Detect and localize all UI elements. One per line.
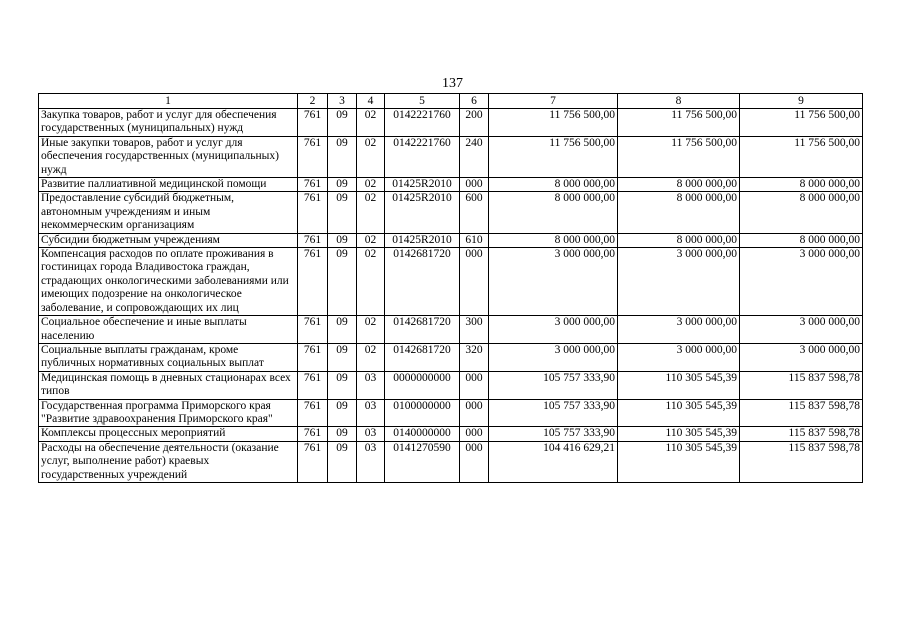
column-header: 9 <box>740 94 863 109</box>
table-row <box>39 233 863 247</box>
cell-target-article: 0141270590 <box>385 441 460 482</box>
cell-amount-1: 11 756 500,00 <box>489 109 618 137</box>
cell-section: 09 <box>328 343 357 371</box>
cell-amount-1: 11 756 500,00 <box>489 136 618 177</box>
page-number: 137 <box>442 76 463 91</box>
cell-target-article: 01425R2010 <box>385 233 460 247</box>
table-row <box>39 427 863 441</box>
cell-expense-type: 000 <box>460 399 489 427</box>
column-header: 5 <box>385 94 460 109</box>
cell-section: 09 <box>328 233 357 247</box>
cell-amount-1: 3 000 000,00 <box>489 343 618 371</box>
cell-section: 09 <box>328 109 357 137</box>
column-header: 6 <box>460 94 489 109</box>
row-name: Иные закупки товаров, работ и услуг для обеспечения государственных (муниципальных) нужд <box>39 136 298 177</box>
cell-amount-3: 3 000 000,00 <box>740 343 863 371</box>
cell-section: 09 <box>328 248 357 316</box>
cell-subsection: 03 <box>357 441 385 482</box>
row-name: Медицинская помощь в дневных стационарах всех типов <box>39 371 298 399</box>
table-row <box>39 178 863 192</box>
row-name: Социальное обеспечение и иные выплаты населению <box>39 316 298 344</box>
cell-section: 09 <box>328 441 357 482</box>
cell-ministry: 761 <box>298 427 328 441</box>
cell-amount-2: 11 756 500,00 <box>618 136 740 177</box>
cell-subsection: 02 <box>357 343 385 371</box>
cell-amount-3: 115 837 598,78 <box>740 441 863 482</box>
cell-ministry: 761 <box>298 248 328 316</box>
cell-target-article: 0142221760 <box>385 109 460 137</box>
cell-expense-type: 000 <box>460 248 489 316</box>
cell-amount-3: 8 000 000,00 <box>740 233 863 247</box>
cell-amount-1: 105 757 333,90 <box>489 399 618 427</box>
cell-amount-2: 110 305 545,39 <box>618 427 740 441</box>
table-row <box>39 441 863 482</box>
cell-ministry: 761 <box>298 109 328 137</box>
row-name: Субсидии бюджетным учреждениям <box>39 233 298 247</box>
cell-amount-3: 8 000 000,00 <box>740 192 863 233</box>
cell-ministry: 761 <box>298 441 328 482</box>
cell-section: 09 <box>328 316 357 344</box>
cell-ministry: 761 <box>298 192 328 233</box>
cell-ministry: 761 <box>298 343 328 371</box>
cell-ministry: 761 <box>298 399 328 427</box>
row-name: Государственная программа Приморского края "Развитие здравоохранения Приморского края" <box>39 399 298 427</box>
cell-target-article: 0142681720 <box>385 316 460 344</box>
table-row <box>39 109 863 137</box>
cell-amount-1: 8 000 000,00 <box>489 192 618 233</box>
cell-expense-type: 000 <box>460 371 489 399</box>
cell-target-article: 0140000000 <box>385 427 460 441</box>
cell-section: 09 <box>328 399 357 427</box>
cell-amount-2: 8 000 000,00 <box>618 178 740 192</box>
cell-expense-type: 600 <box>460 192 489 233</box>
cell-expense-type: 000 <box>460 178 489 192</box>
cell-amount-1: 105 757 333,90 <box>489 427 618 441</box>
cell-amount-1: 105 757 333,90 <box>489 371 618 399</box>
cell-amount-3: 3 000 000,00 <box>740 316 863 344</box>
cell-section: 09 <box>328 192 357 233</box>
cell-section: 09 <box>328 178 357 192</box>
cell-expense-type: 200 <box>460 109 489 137</box>
cell-expense-type: 610 <box>460 233 489 247</box>
cell-amount-2: 8 000 000,00 <box>618 233 740 247</box>
table-row <box>39 316 863 344</box>
row-name: Социальные выплаты гражданам, кроме публичных нормативных социальных выплат <box>39 343 298 371</box>
table-row <box>39 343 863 371</box>
cell-amount-3: 11 756 500,00 <box>740 109 863 137</box>
row-name: Расходы на обеспечение деятельности (оказание услуг, выполнение работ) краевых государственных учреждений <box>39 441 298 482</box>
column-header: 8 <box>618 94 740 109</box>
table-row <box>39 399 863 427</box>
cell-amount-3: 115 837 598,78 <box>740 399 863 427</box>
cell-amount-3: 115 837 598,78 <box>740 371 863 399</box>
cell-expense-type: 240 <box>460 136 489 177</box>
column-header: 1 <box>39 94 298 109</box>
cell-amount-2: 110 305 545,39 <box>618 441 740 482</box>
cell-ministry: 761 <box>298 136 328 177</box>
cell-amount-3: 11 756 500,00 <box>740 136 863 177</box>
cell-subsection: 02 <box>357 316 385 344</box>
cell-ministry: 761 <box>298 316 328 344</box>
cell-amount-1: 3 000 000,00 <box>489 248 618 316</box>
cell-subsection: 02 <box>357 109 385 137</box>
cell-expense-type: 320 <box>460 343 489 371</box>
cell-amount-3: 115 837 598,78 <box>740 427 863 441</box>
table-row <box>39 371 863 399</box>
header-row <box>39 94 863 109</box>
cell-amount-2: 3 000 000,00 <box>618 248 740 316</box>
column-header: 2 <box>298 94 328 109</box>
cell-section: 09 <box>328 427 357 441</box>
cell-target-article: 0100000000 <box>385 399 460 427</box>
cell-amount-1: 3 000 000,00 <box>489 316 618 344</box>
row-name: Предоставление субсидий бюджетным, автономным учреждениям и иным некоммерческим организациям <box>39 192 298 233</box>
cell-target-article: 0000000000 <box>385 371 460 399</box>
cell-amount-2: 110 305 545,39 <box>618 371 740 399</box>
cell-amount-1: 8 000 000,00 <box>489 233 618 247</box>
cell-amount-3: 3 000 000,00 <box>740 248 863 316</box>
cell-amount-1: 104 416 629,21 <box>489 441 618 482</box>
cell-ministry: 761 <box>298 178 328 192</box>
cell-amount-3: 8 000 000,00 <box>740 178 863 192</box>
cell-ministry: 761 <box>298 371 328 399</box>
row-name: Развитие паллиативной медицинской помощи <box>39 178 298 192</box>
cell-amount-2: 3 000 000,00 <box>618 316 740 344</box>
cell-target-article: 01425R2010 <box>385 178 460 192</box>
cell-subsection: 02 <box>357 192 385 233</box>
budget-table <box>38 93 863 483</box>
cell-section: 09 <box>328 371 357 399</box>
cell-target-article: 01425R2010 <box>385 192 460 233</box>
cell-expense-type: 000 <box>460 441 489 482</box>
table-row <box>39 136 863 177</box>
row-name: Компенсация расходов по оплате проживания в гостиницах города Владивостока граждан, страдающих онкологическими заболеваниями или имеющих подозрение на онкологическое заболевание, и сопровождающих их лиц <box>39 248 298 316</box>
cell-target-article: 0142221760 <box>385 136 460 177</box>
cell-amount-1: 8 000 000,00 <box>489 178 618 192</box>
cell-amount-2: 11 756 500,00 <box>618 109 740 137</box>
cell-ministry: 761 <box>298 233 328 247</box>
column-header: 7 <box>489 94 618 109</box>
cell-subsection: 02 <box>357 233 385 247</box>
cell-expense-type: 300 <box>460 316 489 344</box>
cell-expense-type: 000 <box>460 427 489 441</box>
table-row <box>39 248 863 316</box>
cell-subsection: 03 <box>357 371 385 399</box>
cell-subsection: 02 <box>357 136 385 177</box>
cell-subsection: 03 <box>357 399 385 427</box>
row-name: Комплексы процессных мероприятий <box>39 427 298 441</box>
cell-subsection: 02 <box>357 248 385 316</box>
cell-subsection: 02 <box>357 178 385 192</box>
column-header: 3 <box>328 94 357 109</box>
cell-amount-2: 110 305 545,39 <box>618 399 740 427</box>
column-header: 4 <box>357 94 385 109</box>
cell-target-article: 0142681720 <box>385 248 460 316</box>
cell-target-article: 0142681720 <box>385 343 460 371</box>
cell-amount-2: 3 000 000,00 <box>618 343 740 371</box>
cell-subsection: 03 <box>357 427 385 441</box>
table-row <box>39 192 863 233</box>
row-name: Закупка товаров, работ и услуг для обеспечения государственных (муниципальных) нужд <box>39 109 298 137</box>
cell-amount-2: 8 000 000,00 <box>618 192 740 233</box>
cell-section: 09 <box>328 136 357 177</box>
